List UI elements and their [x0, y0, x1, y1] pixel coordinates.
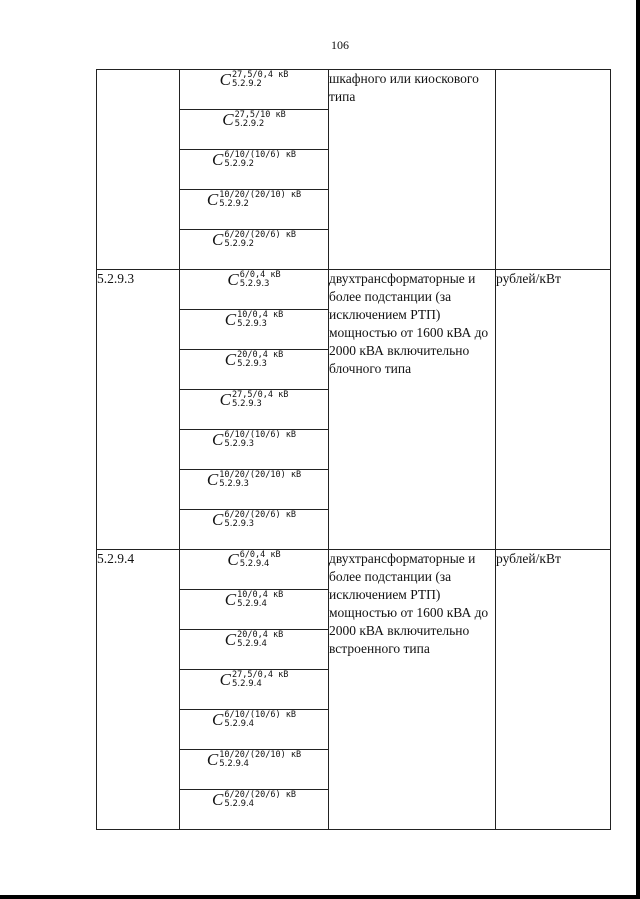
rate-symbol-cell: [180, 110, 329, 150]
rate-symbol-item: 5.2.9.3: [232, 398, 262, 409]
rate-symbol-voltage: 6/10/(10/6) кВ: [224, 709, 296, 720]
rate-symbol-letter: C: [224, 349, 237, 369]
rate-symbol: [222, 110, 286, 129]
rate-symbol-letter: C: [227, 549, 239, 569]
rate-symbol-item: 5.2.9.2: [219, 198, 249, 209]
tariff-table-body: [97, 70, 611, 830]
rate-symbol-item: 5.2.9.3: [237, 318, 267, 329]
rate-symbol-cell: [180, 510, 329, 550]
rate-symbol-cell: [180, 310, 329, 350]
rate-symbol-item: 5.2.9.3: [237, 358, 267, 369]
rate-symbol: [207, 190, 301, 209]
rate-symbol: [225, 350, 283, 369]
rate-symbol-voltage: 27,5/10 кВ: [234, 109, 286, 120]
rate-symbol-cell: [180, 470, 329, 510]
rate-symbol-indices: [237, 351, 283, 369]
rate-symbol: [225, 630, 283, 649]
rate-symbol-letter: C: [212, 789, 224, 809]
rate-symbol-indices: [219, 471, 301, 489]
rate-symbol-letter: C: [227, 269, 239, 289]
item-code-cell: 5.2.9.3: [97, 270, 180, 550]
rate-symbol-cell: [180, 710, 329, 750]
rate-symbol-letter: C: [212, 429, 224, 449]
rate-symbol-voltage: 27,5/0,4 кВ: [232, 69, 289, 80]
rate-symbol-indices: [240, 551, 281, 569]
rate-symbol-item: 5.2.9.2: [232, 78, 262, 89]
rate-symbol-indices: [237, 591, 283, 609]
rate-symbol-voltage: 10/20/(20/10) кВ: [219, 189, 302, 200]
rate-symbol: [220, 390, 289, 409]
rate-symbol-indices: [224, 791, 296, 809]
rate-symbol: [220, 70, 289, 89]
description-cell: двухтрансформаторные и более подстанции (за исключением РТП) мощностью от 1600 кВА до 2000 кВА включительно блочного типа: [329, 270, 496, 550]
rate-symbol-indices: [240, 271, 281, 289]
rate-symbol: [227, 270, 280, 289]
rate-symbol: [212, 230, 296, 249]
rate-symbol: [212, 790, 296, 809]
rate-symbol-item: 5.2.9.4: [237, 598, 267, 609]
rate-symbol-indices: [224, 151, 296, 169]
rate-symbol-indices: [237, 631, 283, 649]
unit-cell: рублей/кВт: [496, 550, 611, 830]
rate-symbol-letter: C: [224, 589, 237, 609]
rate-symbol-cell: [180, 70, 329, 110]
rate-symbol-letter: C: [206, 749, 219, 769]
rate-symbol-cell: [180, 750, 329, 790]
rate-symbol: [227, 550, 280, 569]
rate-symbol-voltage: 27,5/0,4 кВ: [232, 389, 289, 400]
rate-symbol-cell: [180, 430, 329, 470]
unit-cell: [496, 70, 611, 270]
rate-symbol-item: 5.2.9.4: [219, 758, 249, 769]
rate-symbol-letter: C: [219, 69, 232, 89]
rate-symbol-item: 5.2.9.4: [239, 558, 270, 569]
rate-symbol-letter: C: [212, 149, 224, 169]
rate-symbol-cell: [180, 270, 329, 310]
rate-symbol-item: 5.2.9.2: [224, 158, 255, 169]
item-code-cell: [97, 70, 180, 270]
rate-symbol-letter: C: [206, 189, 219, 209]
rate-symbol-letter: C: [219, 669, 232, 689]
rate-symbol: [212, 510, 296, 529]
rate-symbol-indices: [219, 751, 301, 769]
rate-symbol-voltage: 10/20/(20/10) кВ: [219, 469, 302, 480]
rate-symbol-voltage: 27,5/0,4 кВ: [232, 669, 289, 680]
rate-symbol-voltage: 6/20/(20/6) кВ: [224, 509, 296, 520]
rate-symbol: [207, 750, 301, 769]
rate-symbol-voltage: 6/20/(20/6) кВ: [224, 789, 296, 800]
rate-symbol-cell: [180, 350, 329, 390]
rate-symbol-indices: [219, 191, 301, 209]
rate-symbol-cell: [180, 670, 329, 710]
rate-symbol-letter: C: [222, 109, 234, 129]
rate-symbol-cell: [180, 630, 329, 670]
rate-symbol: [207, 470, 301, 489]
table-row: [97, 270, 611, 310]
rate-symbol: [212, 710, 296, 729]
rate-symbol-cell: [180, 190, 329, 230]
rate-symbol-item: 5.2.9.3: [219, 478, 249, 489]
page-number: 106: [331, 38, 349, 52]
rate-symbol-item: 5.2.9.3: [224, 438, 255, 449]
rate-symbol-item: 5.2.9.4: [237, 638, 267, 649]
rate-symbol-voltage: 20/0,4 кВ: [237, 629, 284, 640]
tariff-table: [96, 69, 611, 830]
rate-symbol-cell: [180, 590, 329, 630]
rate-symbol-item: 5.2.9.4: [224, 718, 255, 729]
rate-symbol-cell: [180, 550, 329, 590]
unit-cell: рублей/кВт: [496, 270, 611, 550]
rate-symbol-indices: [224, 711, 296, 729]
rate-symbol-indices: [232, 71, 288, 89]
rate-symbol-cell: [180, 390, 329, 430]
rate-symbol-letter: C: [206, 469, 219, 489]
rate-symbol: [212, 430, 296, 449]
rate-symbol-voltage: 20/0,4 кВ: [237, 349, 284, 360]
rate-symbol-voltage: 10/0,4 кВ: [237, 309, 284, 320]
rate-symbol-cell: [180, 150, 329, 190]
rate-symbol: [225, 590, 283, 609]
rate-symbol-letter: C: [219, 389, 232, 409]
rate-symbol-letter: C: [224, 309, 237, 329]
rate-symbol-item: 5.2.9.3: [224, 518, 255, 529]
rate-symbol-indices: [232, 671, 288, 689]
rate-symbol-item: 5.2.9.3: [239, 278, 270, 289]
rate-symbol-item: 5.2.9.2: [234, 118, 265, 129]
rate-symbol-indices: [224, 431, 296, 449]
item-code-cell: 5.2.9.4: [97, 550, 180, 830]
rate-symbol-letter: C: [212, 509, 224, 529]
rate-symbol-voltage: 6/0,4 кВ: [239, 549, 281, 560]
rate-symbol: [220, 670, 289, 689]
rate-symbol-letter: C: [212, 229, 224, 249]
rate-symbol-indices: [237, 311, 283, 329]
rate-symbol-voltage: 10/20/(20/10) кВ: [219, 749, 302, 760]
rate-symbol-indices: [224, 511, 296, 529]
rate-symbol-letter: C: [224, 629, 237, 649]
rate-symbol: [212, 150, 296, 169]
table-row: [97, 70, 611, 110]
description-cell: шкафного или киоскового типа: [329, 70, 496, 270]
rate-symbol-item: 5.2.9.2: [224, 238, 255, 249]
rate-symbol-voltage: 6/20/(20/6) кВ: [224, 229, 296, 240]
rate-symbol-cell: [180, 790, 329, 830]
rate-symbol-indices: [232, 391, 288, 409]
rate-symbol-item: 5.2.9.4: [232, 678, 262, 689]
rate-symbol-voltage: 6/10/(10/6) кВ: [224, 429, 296, 440]
description-cell: двухтрансформаторные и более подстанции (за исключением РТП) мощностью от 1600 кВА до 2000 кВА включительно встроенного типа: [329, 550, 496, 830]
rate-symbol-voltage: 6/0,4 кВ: [239, 269, 281, 280]
rate-symbol-voltage: 6/10/(10/6) кВ: [224, 149, 296, 160]
rate-symbol-indices: [235, 111, 286, 129]
rate-symbol-voltage: 10/0,4 кВ: [237, 589, 284, 600]
rate-symbol-indices: [224, 231, 296, 249]
rate-symbol-cell: [180, 230, 329, 270]
rate-symbol-item: 5.2.9.4: [224, 798, 255, 809]
table-row: [97, 550, 611, 590]
rate-symbol-letter: C: [212, 709, 224, 729]
rate-symbol: [225, 310, 283, 329]
